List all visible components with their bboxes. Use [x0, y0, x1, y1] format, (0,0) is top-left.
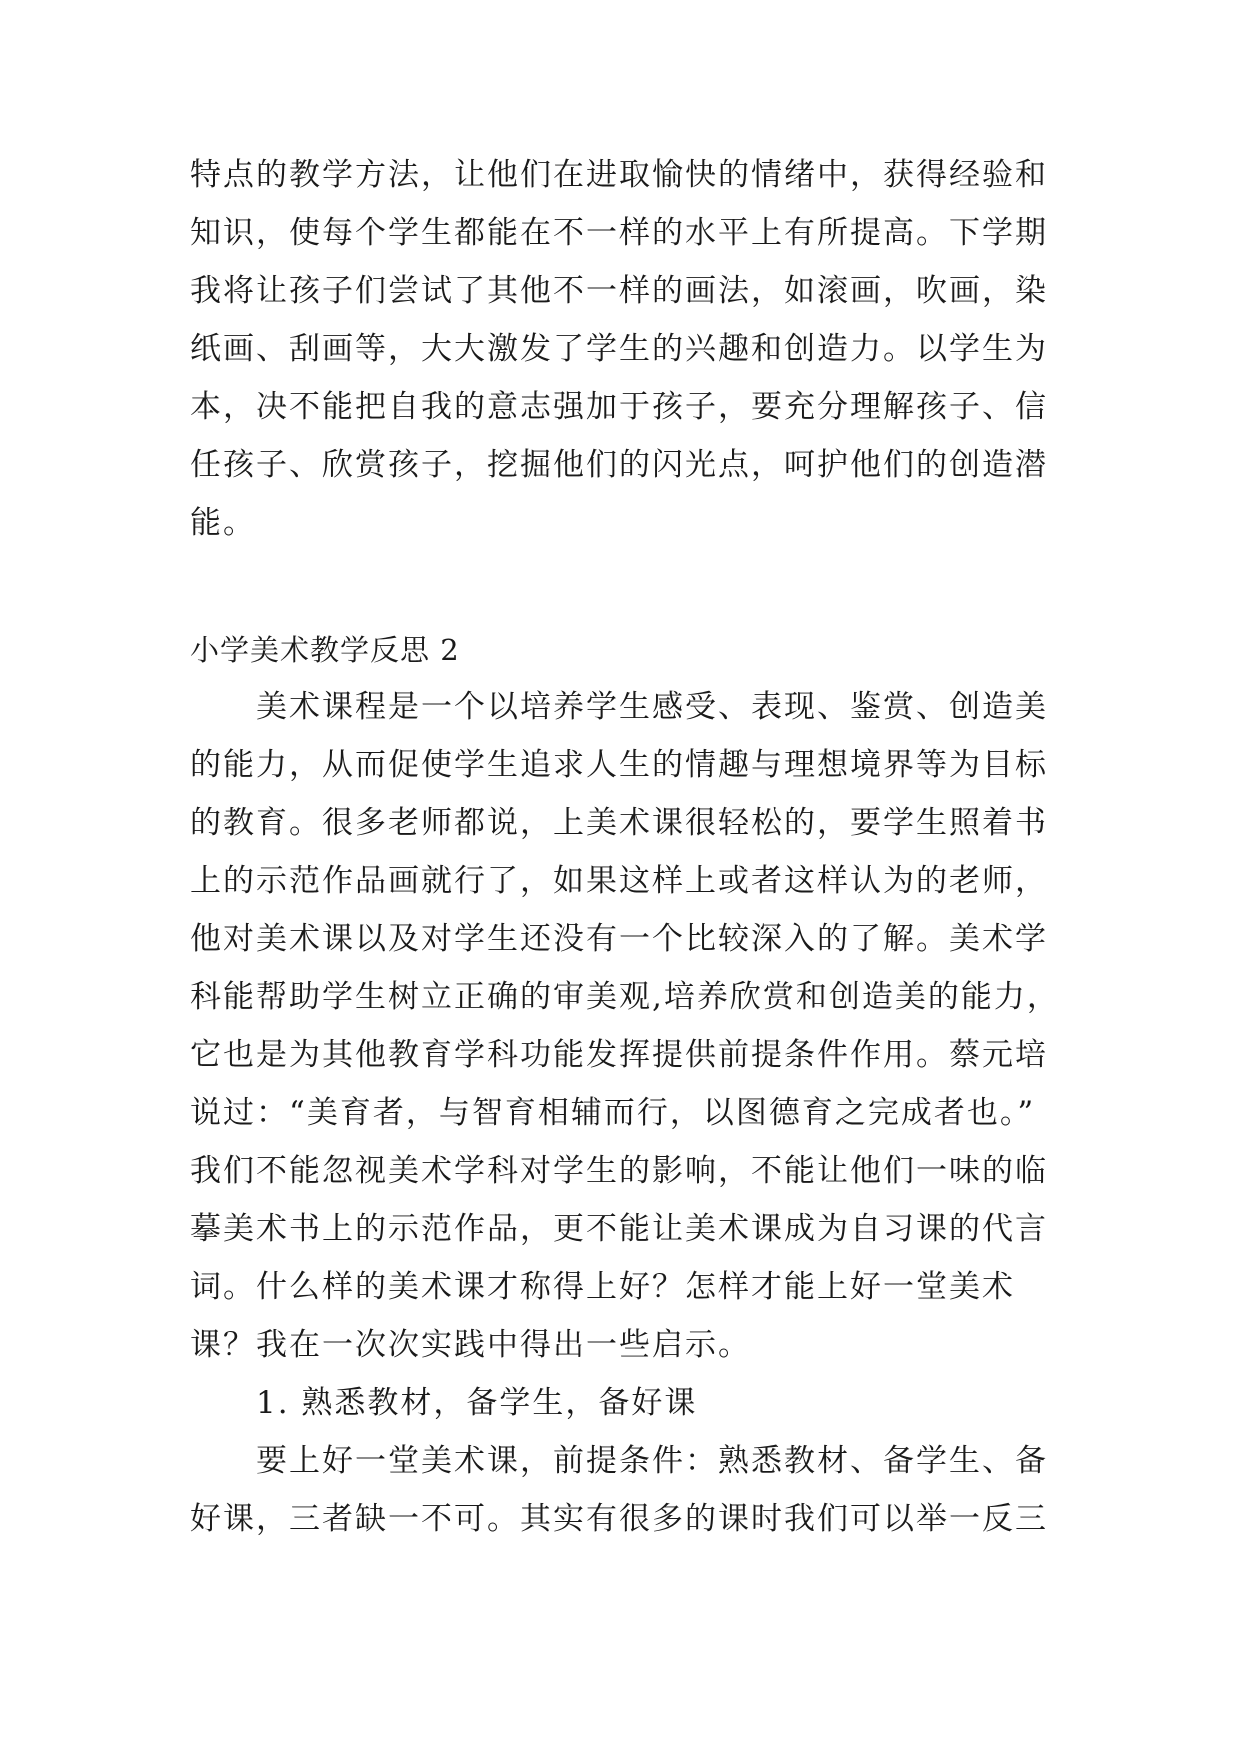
intro-paragraph: [190, 678, 1060, 1548]
paragraph-line: 它也是为其他教育学科功能发挥提供前提条件作用。蔡元培: [190, 1037, 1048, 1073]
section-title-block: [190, 621, 1060, 679]
paragraph-line: 摹美术书上的示范作品，更不能让美术课成为自习课的代言: [190, 1211, 1048, 1247]
paragraph-line: 词。什么样的美术课才称得上好？怎样才能上好一堂美术: [190, 1269, 1015, 1305]
paragraph-line: 能。: [190, 505, 256, 541]
paragraph-line: 知识，使每个学生都能在不一样的水平上有所提高。下学期: [190, 215, 1048, 251]
section-title: 小学美术教学反思 2: [190, 633, 460, 667]
subheading: 1. 熟悉教材，备学生，备好课: [256, 1385, 698, 1421]
paragraph-line: 我们不能忽视美术学科对学生的影响，不能让他们一味的临: [190, 1153, 1048, 1189]
paragraph-line: 好课，三者缺一不可。其实有很多的课时我们可以举一反三: [190, 1501, 1048, 1537]
paragraph-line: 上的示范作品画就行了，如果这样上或者这样认为的老师，: [190, 863, 1048, 899]
paragraph-line: 美术课程是一个以培养学生感受、表现、鉴赏、创造美: [256, 689, 1048, 725]
paragraph-line: 我将让孩子们尝试了其他不一样的画法，如滚画，吹画，染: [190, 273, 1048, 309]
paragraph-line: 课？我在一次次实践中得出一些启示。: [190, 1327, 751, 1363]
paragraph-line: 他对美术课以及对学生还没有一个比较深入的了解。美术学: [190, 921, 1048, 957]
paragraph-line: 任孩子、欣赏孩子，挖掘他们的闪光点，呵护他们的创造潜: [190, 447, 1048, 483]
paragraph-line: 的教育。很多老师都说，上美术课很轻松的，要学生照着书: [190, 805, 1048, 841]
paragraph-line: 科能帮助学生树立正确的审美观,培养欣赏和创造美的能力，: [190, 979, 1060, 1015]
paragraph-line: 特点的教学方法，让他们在进取愉快的情绪中，获得经验和: [190, 157, 1048, 193]
paragraph-line: 要上好一堂美术课，前提条件：熟悉教材、备学生、备: [256, 1443, 1048, 1479]
paragraph-line: 本，决不能把自我的意志强加于孩子，要充分理解孩子、信: [190, 389, 1048, 425]
continuation-paragraph: [190, 146, 1060, 552]
paragraph-line: 说过：“美育者，与智育相辅而行，以图德育之完成者也。”: [190, 1095, 1036, 1131]
paragraph-line: 的能力，从而促使学生追求人生的情趣与理想境界等为目标: [190, 747, 1048, 783]
paragraph-line: 纸画、刮画等，大大激发了学生的兴趣和创造力。以学生为: [190, 331, 1048, 367]
